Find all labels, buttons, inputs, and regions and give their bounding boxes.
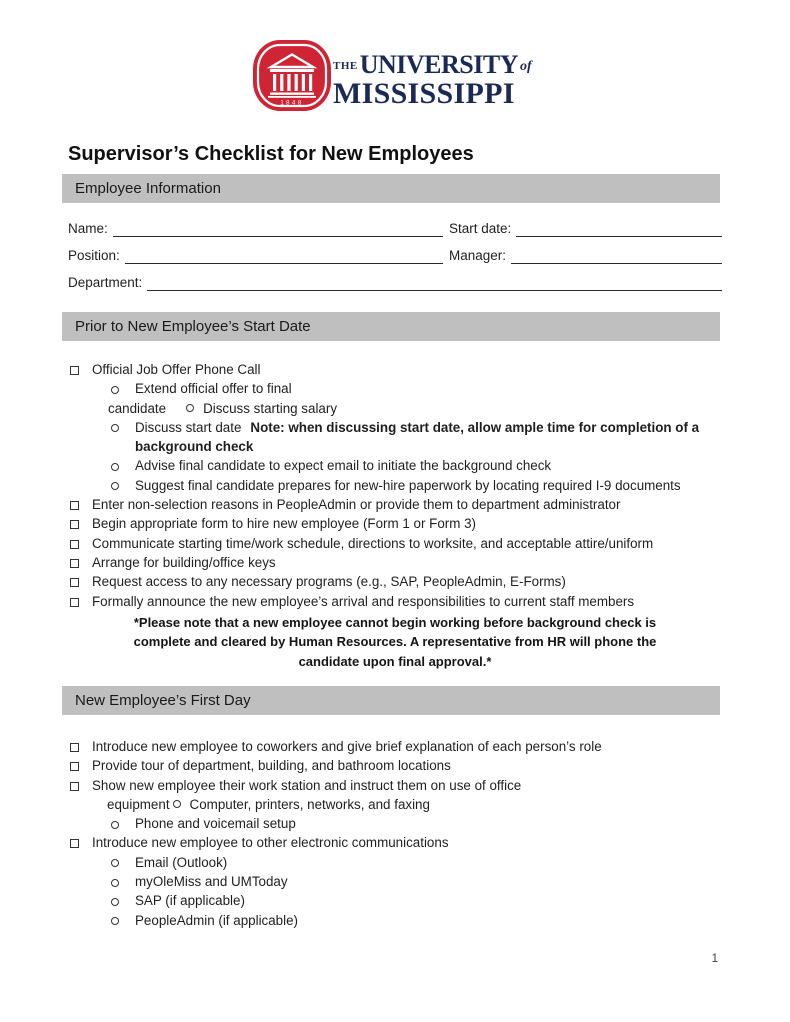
checklist-subitem-label: Phone and voicemail setup xyxy=(135,816,296,832)
inline-bold-note: Note: when discussing start date, allow ample time for completion of a xyxy=(250,419,700,435)
circle-bullet-icon xyxy=(111,482,119,490)
page-number: 1 xyxy=(711,953,718,965)
checkbox-icon xyxy=(70,743,79,752)
checklist-subitem-label: SAP (if applicable) xyxy=(135,893,245,909)
checkbox-icon xyxy=(70,366,79,375)
department-label: Department: xyxy=(68,275,143,290)
circle-bullet-icon xyxy=(111,821,119,829)
checklist-subitem-label: Advise final candidate to expect email to initiate the background check xyxy=(135,458,552,474)
checklist-subitem xyxy=(68,814,728,833)
checklist-subitem xyxy=(68,891,728,910)
circle-bullet-icon xyxy=(111,879,119,887)
checklist-item xyxy=(68,553,728,572)
checklist-item xyxy=(68,776,728,795)
manager-field xyxy=(449,248,722,264)
start-date-label: Start date: xyxy=(449,221,512,236)
manager-blank-line xyxy=(511,248,722,264)
checklist-item-label: Request access to any necessary programs (e.g., SAP, PeopleAdmin, E-Forms) xyxy=(92,574,566,590)
checklist-item-label: Official Job Offer Phone Call xyxy=(92,362,261,377)
first-day-checklist xyxy=(68,737,728,930)
checklist-subitem xyxy=(68,418,728,437)
checklist-item-label: Provide tour of department, building, and bathroom locations xyxy=(92,758,451,774)
form-row xyxy=(68,275,722,291)
circle-bullet-icon xyxy=(111,917,119,925)
note-line: complete and cleared by Human Resources. A representative from HR will phone the xyxy=(133,634,657,650)
checkbox-icon xyxy=(70,782,79,791)
prior-section-checklist xyxy=(68,360,728,611)
position-blank-line xyxy=(125,248,443,264)
checkbox-icon xyxy=(70,501,79,510)
checklist-subitem-label: Email (Outlook) xyxy=(135,854,228,870)
name-field xyxy=(68,221,443,237)
university-wordmark xyxy=(333,52,563,109)
department-blank-line xyxy=(147,275,722,291)
wordmark-the: THE xyxy=(333,60,358,72)
checklist-item-label: Introduce new employee to coworkers and give brief explanation of each person’s role xyxy=(92,739,602,754)
checklist-subitem-label: Discuss start date xyxy=(135,419,242,435)
checklist-subitem-label: Suggest final candidate prepares for new-hire paperwork by locating required I-9 documents xyxy=(135,477,681,493)
checklist-subitem-label: Extend official offer to final xyxy=(135,381,292,397)
circle-bullet-icon xyxy=(111,424,119,432)
circle-bullet-icon xyxy=(186,404,194,412)
checklist-item xyxy=(68,360,728,379)
manager-label: Manager: xyxy=(449,248,507,263)
checklist-item-label: Show new employee their work station and instruct them on use of office xyxy=(92,777,522,793)
name-blank-line xyxy=(113,221,443,237)
wrapped-text: candidate xyxy=(108,400,167,416)
section-header-label: Employee Information xyxy=(75,180,221,197)
checkbox-icon xyxy=(70,839,79,848)
lyceum-crest-icon xyxy=(252,39,332,112)
checklist-item-label: Communicate starting time/work schedule, directions to worksite, and acceptable attire/uniform xyxy=(92,535,654,551)
circle-bullet-icon xyxy=(111,463,119,471)
checkbox-icon xyxy=(70,520,79,529)
start-date-field xyxy=(449,221,722,237)
checklist-subitem xyxy=(68,853,728,872)
checkbox-icon xyxy=(70,762,79,771)
section-header-first-day xyxy=(62,686,720,715)
checklist-subitem xyxy=(68,476,728,495)
department-field xyxy=(68,275,722,291)
note-line: *Please note that a new employee cannot begin working before background check is xyxy=(133,615,657,630)
form-row xyxy=(68,248,722,264)
circle-bullet-icon xyxy=(111,898,119,906)
checkbox-icon xyxy=(70,559,79,568)
form-row xyxy=(68,221,722,237)
wordmark-of: of xyxy=(520,59,532,74)
checklist-subitem-wrapped xyxy=(68,795,728,814)
section-header-label: Prior to New Employee’s Start Date xyxy=(75,318,311,335)
checklist-subitem xyxy=(68,911,728,930)
crest-year: 1848 xyxy=(280,100,304,107)
section-header-prior-to-start-date xyxy=(62,312,720,341)
university-crest-logo xyxy=(252,39,332,112)
checklist-subitem-label: Computer, printers, networks, and faxing xyxy=(189,796,430,812)
section-header-label: New Employee’s First Day xyxy=(75,692,251,709)
checklist-item xyxy=(68,495,728,514)
checklist-item xyxy=(68,833,728,852)
checklist-item xyxy=(68,756,728,775)
checklist-subitem-label: Discuss starting salary xyxy=(203,400,338,416)
checkbox-icon xyxy=(70,540,79,549)
checklist-subitem xyxy=(68,872,728,891)
checklist-subitem xyxy=(68,379,728,398)
checklist-item-label: Formally announce the new employee’s arrival and responsibilities to current staff members xyxy=(92,593,635,609)
checkbox-icon xyxy=(70,578,79,587)
circle-bullet-icon xyxy=(111,859,119,867)
circle-bullet-icon xyxy=(173,800,181,808)
checklist-item xyxy=(68,572,728,591)
checklist-item-label: Begin appropriate form to hire new employee (Form 1 or Form 3) xyxy=(92,516,477,532)
checklist-subitem-label: myOleMiss and UMToday xyxy=(135,874,288,890)
note-line: candidate upon final approval.* xyxy=(298,653,492,669)
position-field xyxy=(68,248,443,264)
section-header-employee-information xyxy=(62,174,720,203)
inline-bold-note: background check xyxy=(135,439,254,455)
checklist-item xyxy=(68,534,728,553)
checklist-item-label: Introduce new employee to other electronic communications xyxy=(92,835,449,851)
checklist-item xyxy=(68,737,728,756)
bold-note-continuation xyxy=(68,437,728,456)
checklist-subitem-wrapped xyxy=(68,399,728,418)
checklist-item xyxy=(68,592,728,611)
page-title: Supervisor’s Checklist for New Employees xyxy=(68,143,474,165)
checkbox-icon xyxy=(70,598,79,607)
checklist-subitem xyxy=(68,456,728,475)
background-check-note xyxy=(0,613,790,671)
checklist-item-label: Enter non-selection reasons in PeopleAdmin or provide them to department administrator xyxy=(92,497,621,513)
circle-bullet-icon xyxy=(111,386,119,394)
position-label: Position: xyxy=(68,248,120,263)
checklist-item xyxy=(68,514,728,533)
wordmark-university: UNIVERSITY xyxy=(359,50,518,79)
checklist-subitem-label: PeopleAdmin (if applicable) xyxy=(135,912,299,928)
start-date-blank-line xyxy=(516,221,722,237)
wrapped-text: equipment xyxy=(107,796,170,812)
wordmark-mississippi: MISSISSIPPI xyxy=(333,77,515,110)
name-label: Name: xyxy=(68,221,108,236)
checklist-item-label: Arrange for building/office keys xyxy=(92,554,276,570)
